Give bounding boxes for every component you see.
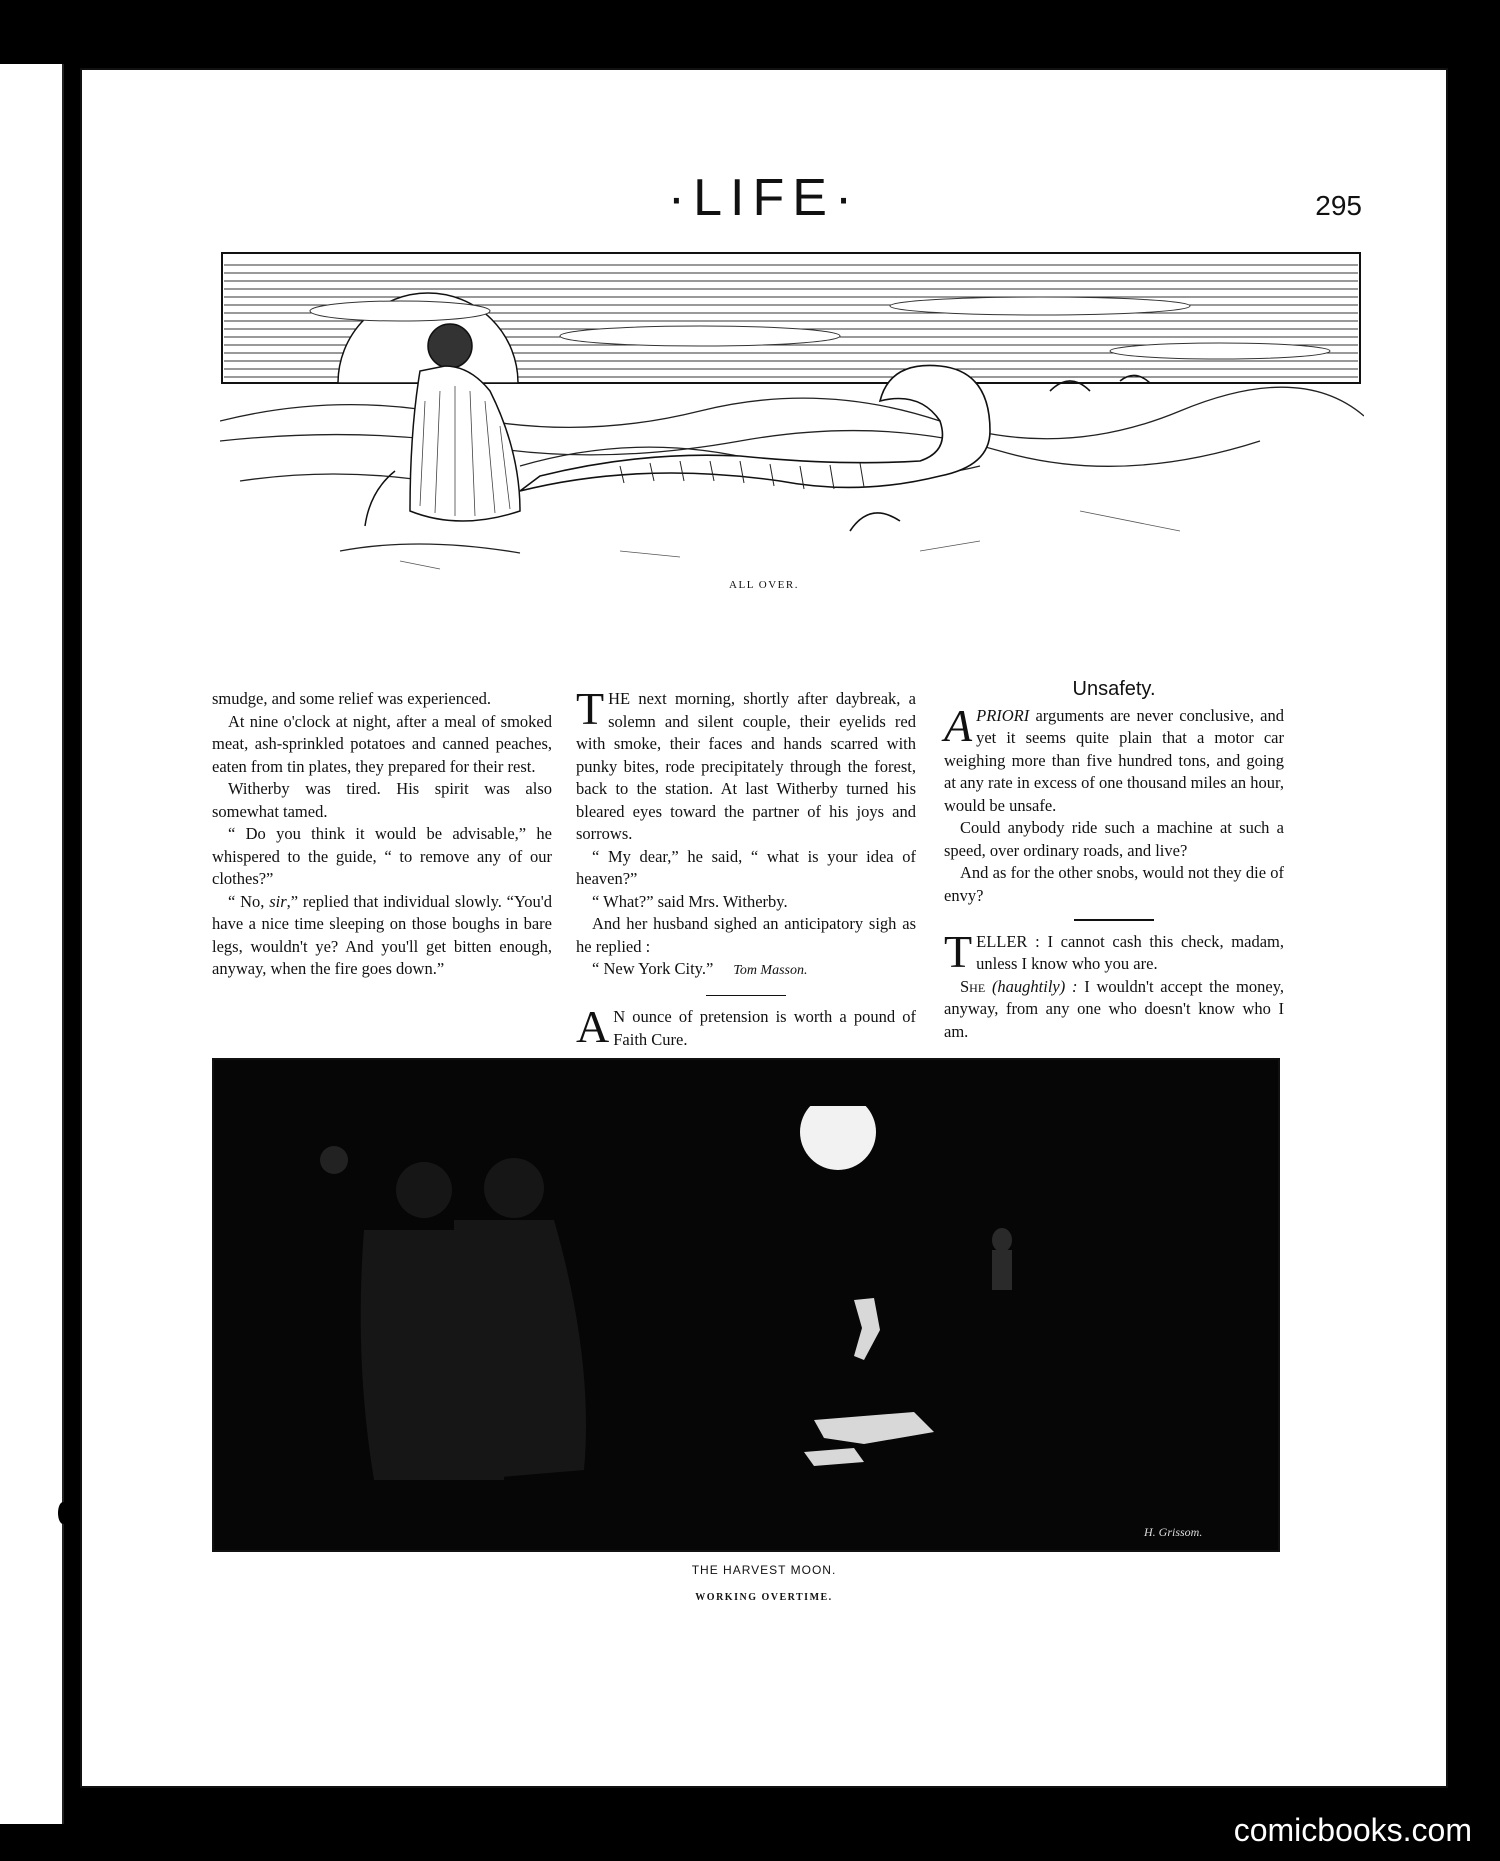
top-caption: ALL OVER. xyxy=(729,579,799,591)
paragraph: “ Do you think it would be advisable,” he whispered to the guide, “ to remove any of our clothes?” xyxy=(212,824,552,888)
paragraph: Could anybody ride such a machine at such a speed, over ordinary roads, and live? xyxy=(944,818,1284,860)
watermark: comicbooks.com xyxy=(1233,1812,1472,1848)
divider xyxy=(1074,919,1154,921)
text-column-3 xyxy=(944,678,1285,1043)
paragraph: A N ounce of pretension is worth a pound of Faith Cure. xyxy=(576,1001,916,1052)
paragraph: TELLER : I cannot cash this check, madam, unless I know who you are. xyxy=(944,925,1284,977)
paragraph: “ What?” said Mrs. Witherby. xyxy=(592,891,788,911)
paragraph: And her husband sighed an anticipatory sigh as he replied : xyxy=(576,914,916,956)
paragraph: At nine o'clock at night, after a meal of smoked meat, ash-sprinkled potatoes and canned peaches, eaten from tin plates, they prepared for their rest. xyxy=(212,711,552,776)
artist-signature: H. Grissom. xyxy=(1144,1525,1203,1539)
magazine-page xyxy=(80,68,1448,1788)
divider xyxy=(706,995,786,997)
bottom-caption-title: THE HARVEST MOON. xyxy=(691,1563,837,1577)
signature: Tom Masson. xyxy=(733,963,808,978)
paragraph: smudge, and some relief was experienced. xyxy=(212,689,492,708)
drop-cap: T xyxy=(944,925,973,977)
paragraph: She (haughtily) : I wouldn't accept the money, anyway, from any one who doesn't know who I am. xyxy=(944,976,1285,1041)
binding-notch xyxy=(58,1502,68,1524)
previous-page-edge xyxy=(0,64,64,1824)
page-number: 295 xyxy=(1315,190,1362,221)
paragraph: “ New York City.” Tom Masson. xyxy=(592,959,808,978)
bottom-caption-subtitle: WORKING OVERTIME. xyxy=(695,1592,833,1603)
paragraph: And as for the other snobs, would not they die of envy? xyxy=(944,863,1284,905)
paragraph: THE next morning, shortly after daybreak, a solemn and silent couple, their eyelids red with smoke, their faces and hands scarred with punky bites, rode precipitately through the forest, back to the station. At last Witherby turned his bleared eyes toward the partner of his joys and sorrows. xyxy=(576,683,916,843)
paragraph: APRIORI arguments are never conclusive, and yet it seems quite plain that a motor car weighing more than five hundred tons, and going at any rate in excess of one thousand miles an hour, would be unsafe. xyxy=(944,699,1284,815)
drop-cap: A xyxy=(944,699,973,751)
text-column-2 xyxy=(576,683,916,1052)
illustration-harvest-moon xyxy=(212,1058,1280,1552)
text-column-1 xyxy=(212,688,552,981)
masthead: ·LIFE· xyxy=(667,169,861,227)
section-heading: Unsafety. xyxy=(1072,678,1156,700)
paragraph: “ My dear,” he said, “ what is your idea of heaven?” xyxy=(576,846,916,888)
drop-cap: A xyxy=(576,1001,610,1052)
paragraph: “ No, sir,” replied that individual slowly. “You'd have a nice time sleeping on those boughs in bare legs, wouldn't ye? And you'll get bitten enough, anyway, when the fire goes down.” xyxy=(212,891,552,978)
paragraph: Witherby was tired. His spirit was also somewhat tamed. xyxy=(212,779,552,821)
drop-cap: T xyxy=(576,683,605,734)
